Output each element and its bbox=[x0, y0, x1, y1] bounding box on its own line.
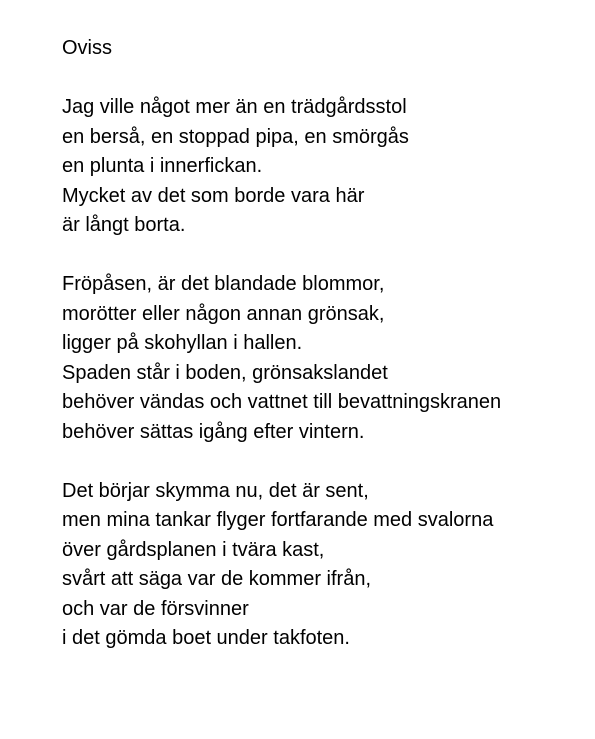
poem-line: ligger på skohyllan i hallen. bbox=[62, 332, 303, 354]
poem-line: Spaden står i boden, grönsakslandet bbox=[62, 361, 388, 384]
poem-title: Oviss bbox=[62, 37, 112, 59]
poem bbox=[62, 34, 582, 654]
poem-line: Jag ville något mer än en trädgårdsstol bbox=[62, 96, 407, 118]
poem-line: är långt borta. bbox=[62, 214, 186, 236]
poem-line: svårt att säga var de kommer ifrån, bbox=[62, 568, 372, 590]
stanza-1 bbox=[62, 93, 582, 241]
poem-line: och var de försvinner bbox=[62, 597, 249, 620]
stanza-2 bbox=[62, 270, 582, 447]
poem-line: över gårdsplanen i tvära kast, bbox=[62, 538, 325, 561]
poem-line: behöver vändas och vattnet till bevattningskranen bbox=[62, 391, 502, 413]
poem-line: en plunta i innerfickan. bbox=[62, 155, 263, 177]
poem-line: Mycket av det som borde vara här bbox=[62, 184, 365, 207]
poem-line: behöver sättas igång efter vintern. bbox=[62, 420, 365, 443]
poem-line: Det börjar skymma nu, det är sent, bbox=[62, 479, 369, 502]
poem-line: en berså, en stoppad pipa, en smörgås bbox=[62, 125, 409, 148]
poem-line: men mina tankar flyger fortfarande med svalorna bbox=[62, 509, 494, 531]
poem-line: Fröpåsen, är det blandade blommor, bbox=[62, 273, 385, 295]
poem-line: morötter eller någon annan grönsak, bbox=[62, 302, 385, 325]
poem-line: i det gömda boet under takfoten. bbox=[62, 627, 350, 649]
stanza-3 bbox=[62, 477, 582, 654]
